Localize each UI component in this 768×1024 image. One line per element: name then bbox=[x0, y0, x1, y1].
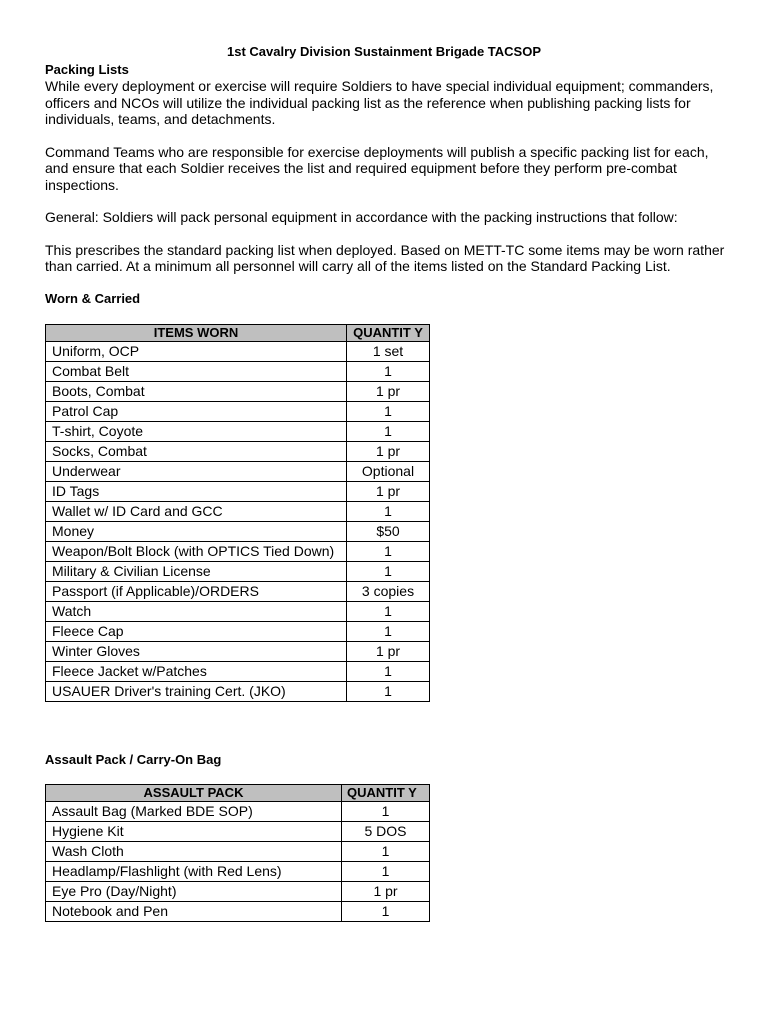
table-header-row bbox=[46, 784, 430, 801]
item-cell: ID Tags bbox=[46, 481, 347, 501]
item-cell: Underwear bbox=[46, 461, 347, 481]
item-cell: Wash Cloth bbox=[46, 841, 342, 861]
table-row bbox=[46, 681, 430, 701]
item-cell: Eye Pro (Day/Night) bbox=[46, 881, 342, 901]
table-row bbox=[46, 801, 430, 821]
table-row bbox=[46, 461, 430, 481]
column-header-items-worn: ITEMS WORN bbox=[46, 324, 347, 341]
quantity-cell: 1 bbox=[342, 841, 430, 861]
table-row bbox=[46, 641, 430, 661]
quantity-cell: 1 bbox=[347, 361, 430, 381]
quantity-cell: 1 bbox=[347, 601, 430, 621]
item-cell: Combat Belt bbox=[46, 361, 347, 381]
item-cell: Fleece Cap bbox=[46, 621, 347, 641]
document-header: 1st Cavalry Division Sustainment Brigade TACSOP bbox=[226, 44, 541, 59]
quantity-cell: 1 pr bbox=[347, 441, 430, 461]
item-cell: Assault Bag (Marked BDE SOP) bbox=[46, 801, 342, 821]
table-row bbox=[46, 541, 430, 561]
worn-carried-heading: Worn & Carried bbox=[45, 290, 141, 306]
section-title-packing-lists: Packing Lists bbox=[45, 62, 129, 77]
quantity-cell: 1 bbox=[347, 561, 430, 581]
item-cell: Weapon/Bolt Block (with OPTICS Tied Down) bbox=[46, 541, 347, 561]
quantity-cell: 1 set bbox=[347, 341, 430, 361]
intro-paragraph: This prescribes the standard packing list when deployed. Based on METT-TC some items may be worn rather than carried. At a minimum all personnel will carry all of the items listed on the Standard Packing List. bbox=[45, 241, 725, 274]
quantity-cell: 1 bbox=[342, 901, 430, 921]
quantity-cell: 1 bbox=[347, 401, 430, 421]
column-header-assault-pack: ASSAULT PACK bbox=[46, 784, 342, 801]
table-header-row bbox=[46, 324, 430, 341]
item-cell: Patrol Cap bbox=[46, 401, 347, 421]
items-worn-table bbox=[45, 324, 430, 702]
quantity-cell: 1 pr bbox=[347, 381, 430, 401]
table-row bbox=[46, 841, 430, 861]
quantity-cell: 1 pr bbox=[347, 641, 430, 661]
column-header-quantity: QUANTIT Y bbox=[347, 324, 430, 341]
table-row bbox=[46, 661, 430, 681]
quantity-cell: 1 bbox=[347, 421, 430, 441]
assault-pack-table bbox=[45, 784, 430, 922]
quantity-cell: 5 DOS bbox=[342, 821, 430, 841]
quantity-cell: $50 bbox=[347, 521, 430, 541]
item-cell: Fleece Jacket w/Patches bbox=[46, 661, 347, 681]
quantity-cell: 1 bbox=[347, 661, 430, 681]
quantity-cell: 1 bbox=[347, 621, 430, 641]
item-cell: USAUER Driver's training Cert. (JKO) bbox=[46, 681, 347, 701]
column-header-quantity: QUANTIT Y bbox=[342, 784, 430, 801]
document-body bbox=[45, 62, 735, 922]
quantity-cell: 1 bbox=[342, 801, 430, 821]
item-cell: Headlamp/Flashlight (with Red Lens) bbox=[46, 861, 342, 881]
table-row bbox=[46, 401, 430, 421]
intro-paragraph: Command Teams who are responsible for exercise deployments will publish a specific packing list for each, and ensure that each Soldier receives the list and required equipment before they perform pre-combat inspections. bbox=[45, 143, 709, 193]
item-cell: Socks, Combat bbox=[46, 441, 347, 461]
quantity-cell: 1 bbox=[347, 501, 430, 521]
quantity-cell: Optional bbox=[347, 461, 430, 481]
item-cell: Uniform, OCP bbox=[46, 341, 347, 361]
intro-paragraph: While every deployment or exercise will require Soldiers to have special individual equipment; commanders, officers and NCOs will utilize the individual packing list as the reference when publishing packing lists for individuals, teams, and detachments. bbox=[45, 78, 714, 127]
table-row bbox=[46, 561, 430, 581]
item-cell: Wallet w/ ID Card and GCC bbox=[46, 501, 347, 521]
table-row bbox=[46, 521, 430, 541]
item-cell: Boots, Combat bbox=[46, 381, 347, 401]
items-worn-table-body bbox=[46, 341, 430, 701]
table-row bbox=[46, 581, 430, 601]
table-row bbox=[46, 341, 430, 361]
table-row bbox=[46, 501, 430, 521]
quantity-cell: 1 pr bbox=[347, 481, 430, 501]
table-row bbox=[46, 901, 430, 921]
table-row bbox=[46, 361, 430, 381]
item-cell: Passport (if Applicable)/ORDERS bbox=[46, 581, 347, 601]
table-row bbox=[46, 481, 430, 501]
assault-pack-table-body bbox=[46, 801, 430, 921]
item-cell: Winter Gloves bbox=[46, 641, 347, 661]
quantity-cell: 1 bbox=[347, 681, 430, 701]
item-cell: Notebook and Pen bbox=[46, 901, 342, 921]
table-row bbox=[46, 861, 430, 881]
quantity-cell: 1 bbox=[347, 541, 430, 561]
table-row bbox=[46, 621, 430, 641]
table-row bbox=[46, 881, 430, 901]
item-cell: T-shirt, Coyote bbox=[46, 421, 347, 441]
quantity-cell: 1 bbox=[342, 861, 430, 881]
assault-pack-heading: Assault Pack / Carry-On Bag bbox=[45, 751, 222, 767]
table-row bbox=[46, 821, 430, 841]
item-cell: Military & Civilian License bbox=[46, 561, 347, 581]
table-row bbox=[46, 381, 430, 401]
quantity-cell: 1 pr bbox=[342, 881, 430, 901]
table-row bbox=[46, 421, 430, 441]
item-cell: Money bbox=[46, 521, 347, 541]
table-row bbox=[46, 601, 430, 621]
quantity-cell: 3 copies bbox=[347, 581, 430, 601]
intro-paragraph: General: Soldiers will pack personal equipment in accordance with the packing instructions that follow: bbox=[45, 209, 678, 225]
item-cell: Hygiene Kit bbox=[46, 821, 342, 841]
item-cell: Watch bbox=[46, 601, 347, 621]
table-row bbox=[46, 441, 430, 461]
